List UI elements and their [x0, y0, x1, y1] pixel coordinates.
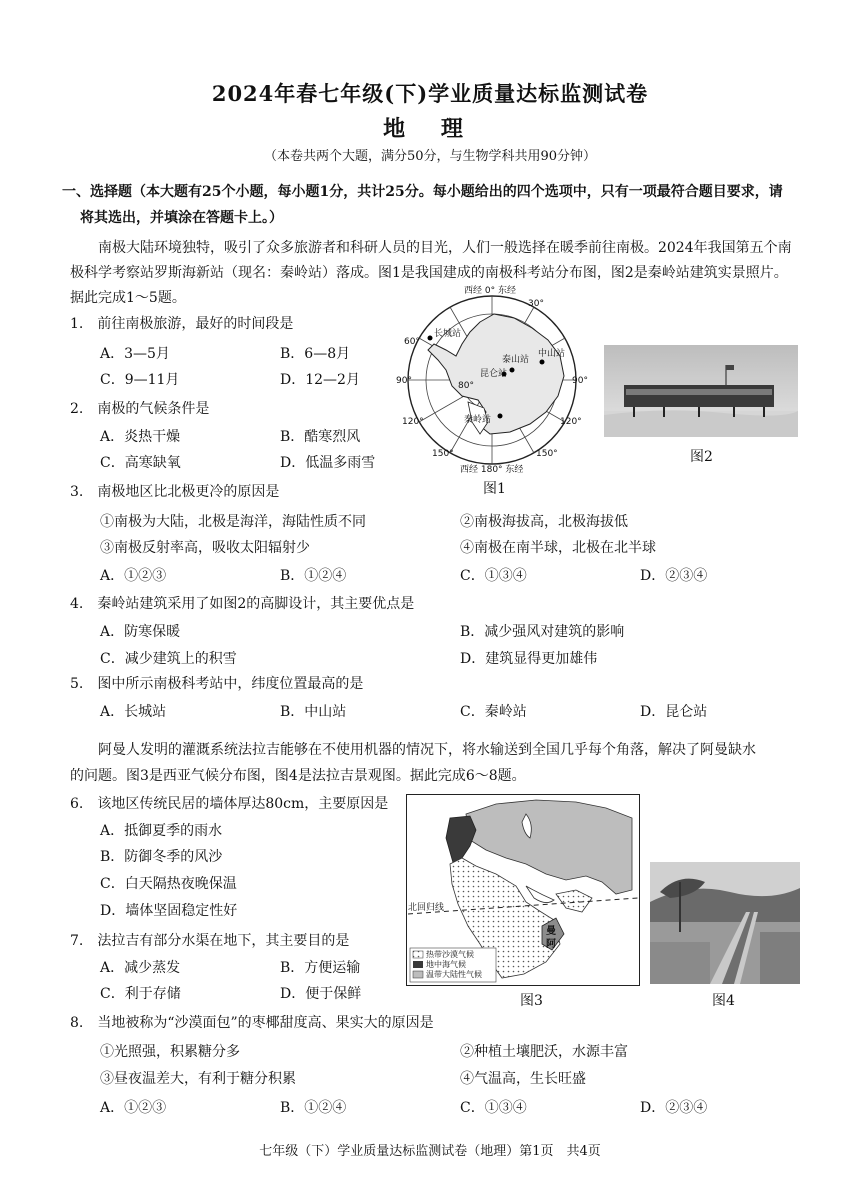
intro1-line1: 南极大陆环境独特，吸引了众多旅游者和科研人员的目光，人们一般选择在暖季前往南极。2024年我国第五个南 [98, 240, 792, 256]
q2-option-b[interactable]: B．酷寒烈风 [280, 429, 361, 445]
q1-option-d[interactable]: D．12—2月 [280, 372, 360, 388]
legend-temperate: 温带大陆性气候 [426, 970, 482, 979]
q2-option-a[interactable]: A．炎热干燥 [100, 429, 181, 445]
map1-lon120e: 120° [560, 417, 582, 427]
q3-statement-4: ④南极在南半球，北极在北半球 [460, 540, 656, 556]
q3-stem: 3. 南极地区比北极更冷的原因是 [70, 484, 280, 500]
q3-option-d[interactable]: D．②③④ [640, 568, 708, 584]
figure2-caption: 图2 [690, 449, 713, 465]
q2-option-d[interactable]: D．低温多雨雪 [280, 455, 376, 471]
intro1-line2: 极科学考察站罗斯海新站（现名：秦岭站）落成。图1是我国建成的南极科考站分布图，图2是秦岭站建筑实景照片。 [70, 265, 788, 281]
q6-option-d[interactable]: D．墙体坚固稳定性好 [100, 903, 238, 919]
q8-stem: 8. 当地被称为“沙漠面包”的枣椰甜度高、果实大的原因是 [70, 1015, 434, 1031]
intro2-line2: 的问题。图3是西亚气候分布图，图4是法拉吉景观图。据此完成6～8题。 [70, 768, 526, 784]
q5-stem: 5. 图中所示南极科考站中，纬度位置最高的是 [70, 676, 364, 692]
map1-changcheng-label: 长城站 [434, 329, 462, 339]
map1-qinling-label: 秦岭站 [464, 415, 492, 425]
map1-kunlun-label: 昆仑站 [480, 369, 508, 379]
map1-top-label: 西经 0° 东经 [464, 286, 516, 296]
q4-option-a[interactable]: A．防寒保暖 [100, 624, 181, 640]
map1-taishan-label: 泰山站 [502, 355, 530, 365]
q7-option-c[interactable]: C．利于存储 [100, 986, 181, 1002]
map1-lon90w: 90° [396, 376, 412, 386]
section-heading-line2: 将其选出，并填涂在答题卡上。） [80, 210, 283, 226]
q7-option-a[interactable]: A．减少蒸发 [100, 960, 181, 976]
subject-title: 地 理 [383, 116, 477, 142]
q7-stem: 7. 法拉吉有部分水渠在地下，其主要目的是 [70, 933, 350, 949]
exam-note: （本卷共两个大题，满分50分，与生物学科共用90分钟） [263, 149, 597, 164]
falaj-photo [650, 862, 800, 984]
map1-lat80: 80° [458, 381, 474, 391]
q6-option-b[interactable]: B．防御冬季的风沙 [100, 849, 223, 865]
q7-option-b[interactable]: B．方便运输 [280, 960, 361, 976]
q5-option-b[interactable]: B．中山站 [280, 704, 347, 720]
q1-option-c[interactable]: C．9—11月 [100, 372, 180, 388]
q4-option-c[interactable]: C．减少建筑上的积雪 [100, 651, 237, 667]
q4-option-d[interactable]: D．建筑显得更加雄伟 [460, 651, 598, 667]
q4-option-b[interactable]: B．减少强风对建筑的影响 [460, 624, 625, 640]
station-taishan [510, 368, 515, 373]
q2-option-c[interactable]: C．高寒缺氧 [100, 455, 181, 471]
map1-lon150e: 150° [536, 449, 558, 459]
section-heading-line1: 一、选择题（本大题有25个小题，每小题1分，共计25分。每小题给出的四个选项中，只有一项最符合题目要求，请 [62, 184, 783, 200]
q3-option-b[interactable]: B．①②④ [280, 568, 347, 584]
q8-statement-1: ①光照强，积累糖分多 [100, 1044, 240, 1060]
q5-option-a[interactable]: A．长城站 [100, 704, 167, 720]
map1-lon30: 30° [528, 299, 544, 309]
q3-option-a[interactable]: A．①②③ [100, 568, 167, 584]
oman-label-2: 阿 [546, 939, 556, 950]
q3-option-c[interactable]: C．①③④ [460, 568, 527, 584]
q4-stem: 4. 秦岭站建筑采用了如图2的高脚设计，其主要优点是 [70, 596, 415, 612]
map1-bottom-label: 西经 180° 东经 [460, 465, 524, 474]
map1-lon150w: 150° [432, 449, 454, 459]
figure3-caption: 图3 [520, 993, 543, 1009]
q6-option-a[interactable]: A．抵御夏季的雨水 [100, 823, 223, 839]
station-qinling [498, 414, 503, 419]
intro2-line1: 阿曼人发明的灌溉系统法拉吉能够在不使用机器的情况下，将水输送到全国几乎每个角落，解决了阿曼缺水 [98, 742, 756, 758]
legend-desert: 热带沙漠气候 [426, 950, 474, 959]
q1-option-b[interactable]: B．6—8月 [280, 346, 351, 362]
map1-lon60: 60° [404, 337, 420, 347]
q1-option-a[interactable]: A．3—5月 [100, 346, 170, 362]
exam-title: 2024年春七年级(下)学业质量达标监测试卷 [211, 81, 649, 106]
station-changcheng [428, 336, 433, 341]
figure4-caption: 图4 [712, 993, 735, 1009]
antarctica-map [392, 284, 592, 474]
map3-legend [410, 948, 496, 982]
q3-statement-1: ①南极为大陆，北极是海洋，海陆性质不同 [100, 514, 366, 530]
west-asia-climate-map [406, 794, 640, 986]
q3-statement-2: ②南极海拔高，北极海拔低 [460, 514, 628, 530]
oman-label-1: 曼 [546, 926, 556, 937]
q5-option-d[interactable]: D．昆仑站 [640, 704, 708, 720]
map1-lon90e: 90° [572, 376, 588, 386]
page-footer: 七年级（下）学业质量达标监测试卷（地理）第1页 共4页 [259, 1144, 601, 1159]
figure1-caption: 图1 [483, 481, 506, 497]
q6-option-c[interactable]: C．白天隔热夜晚保温 [100, 876, 237, 892]
q2-stem: 2. 南极的气候条件是 [70, 401, 210, 417]
q8-statement-4: ④气温高，生长旺盛 [460, 1071, 586, 1087]
map1-zhongshan-label: 中山站 [538, 349, 566, 359]
qinling-station-photo [604, 345, 798, 437]
q5-option-c[interactable]: C．秦岭站 [460, 704, 527, 720]
q8-option-a[interactable]: A．①②③ [100, 1100, 167, 1116]
intro1-line3: 据此完成1～5题。 [70, 290, 186, 306]
map1-lon120w: 120° [402, 417, 424, 427]
station-zhongshan [540, 360, 545, 365]
q3-statement-3: ③南极反射率高，吸收太阳辐射少 [100, 540, 310, 556]
q8-statement-3: ③昼夜温差大，有利于糖分积累 [100, 1071, 296, 1087]
q8-option-c[interactable]: C．①③④ [460, 1100, 527, 1116]
legend-mediterranean: 地中海气候 [426, 960, 466, 969]
q8-statement-2: ②种植土壤肥沃，水源丰富 [460, 1044, 628, 1060]
q8-option-b[interactable]: B．①②④ [280, 1100, 347, 1116]
q7-option-d[interactable]: D．便于保鲜 [280, 986, 362, 1002]
q8-option-d[interactable]: D．②③④ [640, 1100, 708, 1116]
q6-stem: 6. 该地区传统民居的墙体厚达80cm，主要原因是 [70, 796, 389, 812]
tropic-label: 北回归线 [408, 903, 445, 913]
q1-stem: 1. 前往南极旅游，最好的时间段是 [70, 316, 294, 332]
